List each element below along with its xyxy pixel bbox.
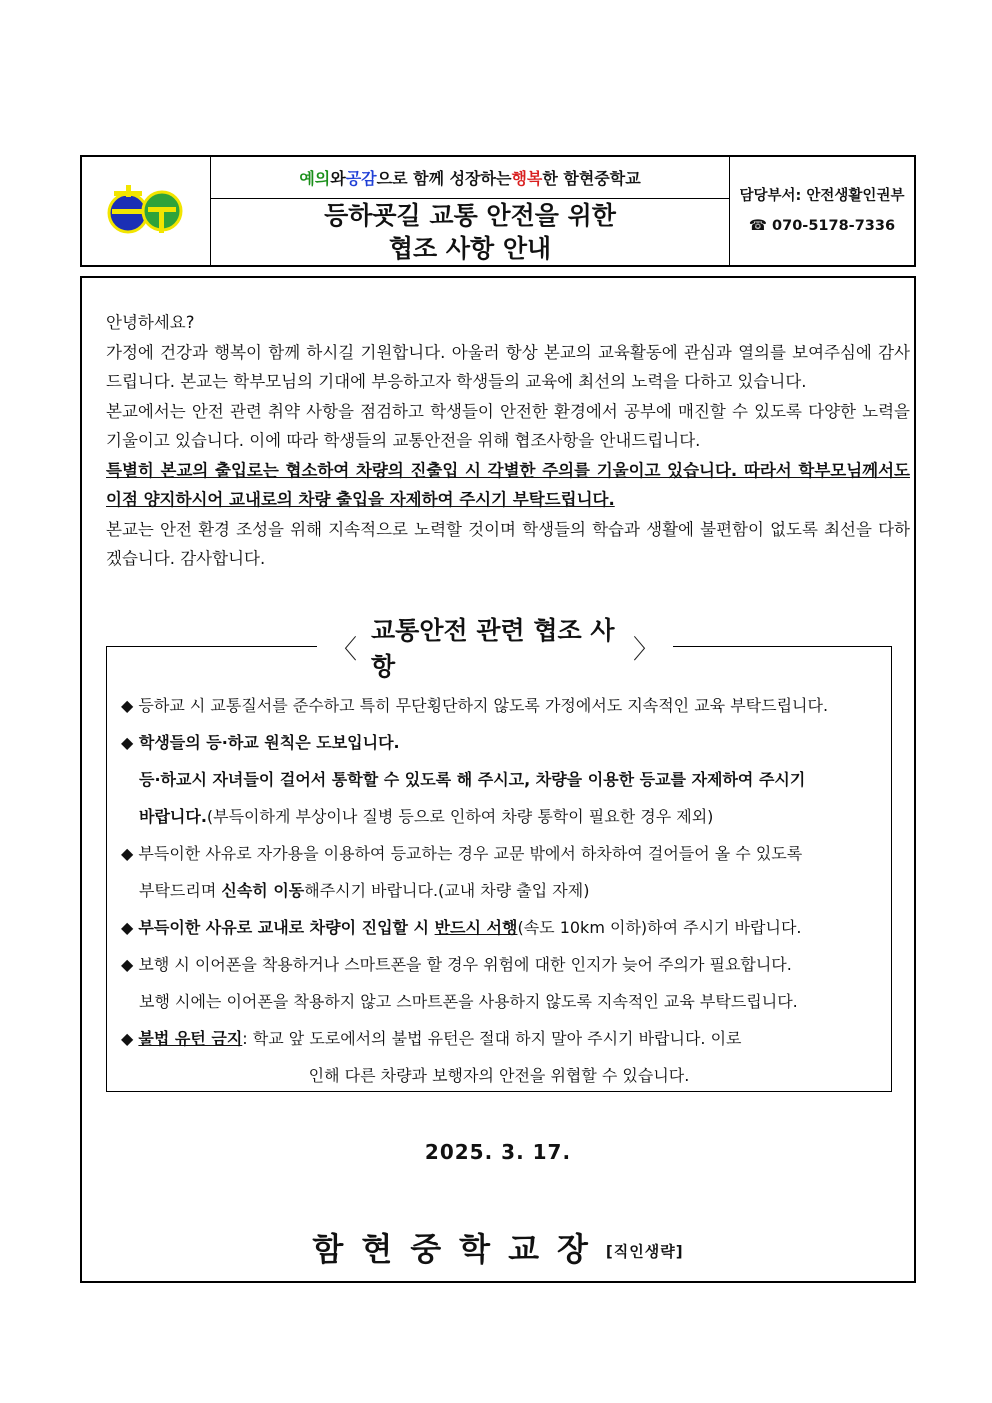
list-item-continuation: 등·하교시 자녀들이 걸어서 통학할 수 있도록 해 주시고, 차량을 이용한 등교를 자제하여 주시기: [139, 770, 806, 789]
school-slogan: 예의 와 공감 으로 함께 성장하는 행복 한 함현중학교: [211, 157, 729, 199]
bullet-icon: ◆: [121, 733, 134, 752]
logo-cell: [82, 157, 211, 265]
department-name: 담당부서: 안전생활인권부: [739, 188, 905, 204]
bullet-icon: ◆: [121, 918, 134, 937]
list-item: ◆ 부득이한 사유로 교내로 차량이 진입할 시 반드시 서행(속도 10km 이하)하여 주시기 바랍니다.: [121, 918, 802, 937]
signature: [82, 1224, 914, 1270]
list-item: ◆ 보행 시 이어폰을 착용하거나 스마트폰을 할 경우 위험에 대한 인지가 늦어 주의가 필요합니다.: [121, 955, 792, 974]
cooperation-title: 〈 교통안전 관련 협조 사항 〉: [317, 627, 673, 667]
seal-note: [직인생략]: [605, 1242, 684, 1261]
header-table: [80, 155, 916, 267]
list-item-continuation: 보행 시에는 이어폰을 착용하지 않고 스마트폰을 사용하지 않도록 지속적인 교육 부탁드립니다.: [139, 992, 798, 1011]
intro-para-3-emphasis: 특별히 본교의 출입로는 협소하여 차량의 진출입 시 각별한 주의를 기울이고 있습니다. 따라서 학부모님께서도 이점 양지하시어 교내로의 차량 출입을 자제하여 주시기 부탁드립니다.: [106, 460, 910, 509]
list-item: ◆ 등하교 시 교통질서를 준수하고 특히 무단횡단하지 않도록 가정에서도 지속적인 교육 부탁드립니다.: [121, 696, 829, 715]
school-logo: [106, 181, 186, 241]
bullet-icon: ◆: [121, 696, 134, 715]
list-item: ◆ 불법 유턴 금지: 학교 앞 도로에서의 불법 유턴은 절대 하지 말아 주시기 바랍니다. 이로: [121, 1029, 742, 1048]
principal-signature: 함현중학교장: [312, 1230, 606, 1268]
bullet-icon: ◆: [121, 1029, 134, 1048]
letter-body: [80, 276, 916, 1283]
list-item: ◆ 부득이한 사유로 자가용을 이용하여 등교하는 경우 교문 밖에서 하차하여 걸어들어 올 수 있도록: [121, 844, 803, 863]
intro-para-1: 가정에 건강과 행복이 함께 하시길 기원합니다. 아울러 항상 본교의 교육활동에 관심과 열의를 보여주심에 감사드립니다. 본교는 학부모님의 기대에 부응하고자 학생들의 교육에 최선의 노력을 다하고 있습니다.: [106, 342, 910, 391]
cooperation-list: [121, 687, 877, 1094]
intro-text: [106, 308, 910, 574]
list-item-continuation: 인해 다른 차량과 보행자의 안전을 위협할 수 있습니다.: [308, 1066, 690, 1085]
document-title: 등하굣길 교통 안전을 위한 협조 사항 안내: [324, 201, 616, 263]
cooperation-box: [106, 616, 892, 1092]
list-item-continuation: 부탁드리며 신속히 이동해주시기 바랍니다.(교내 차량 출입 자제): [139, 881, 590, 900]
intro-para-4: 본교는 안전 환경 조성을 위해 지속적으로 노력할 것이며 학생들의 학습과 생활에 불편함이 없도록 최선을 다하겠습니다. 감사합니다.: [106, 519, 910, 568]
intro-para-2: 본교에서는 안전 관련 취약 사항을 점검하고 학생들이 안전한 환경에서 공부에 매진할 수 있도록 다양한 노력을 기울이고 있습니다. 이에 따라 학생들의 교통안전을 위해 협조사항을 안내드립니다.: [106, 401, 910, 450]
department-cell: [730, 157, 914, 265]
bullet-icon: ◆: [121, 955, 134, 974]
phone-number: ☎ 070-5178-7336: [748, 218, 896, 234]
document-date: 2025. 3. 17.: [424, 1140, 572, 1164]
title-cell: [211, 157, 730, 265]
list-item-continuation: 바랍니다.(부득이하게 부상이나 질병 등으로 인하여 차량 통학이 필요한 경우 제외): [139, 807, 714, 826]
greeting: 안녕하세요?: [106, 313, 195, 332]
list-item: ◆ 학생들의 등·하교 원칙은 도보입니다.: [121, 733, 400, 752]
bullet-icon: ◆: [121, 844, 134, 863]
